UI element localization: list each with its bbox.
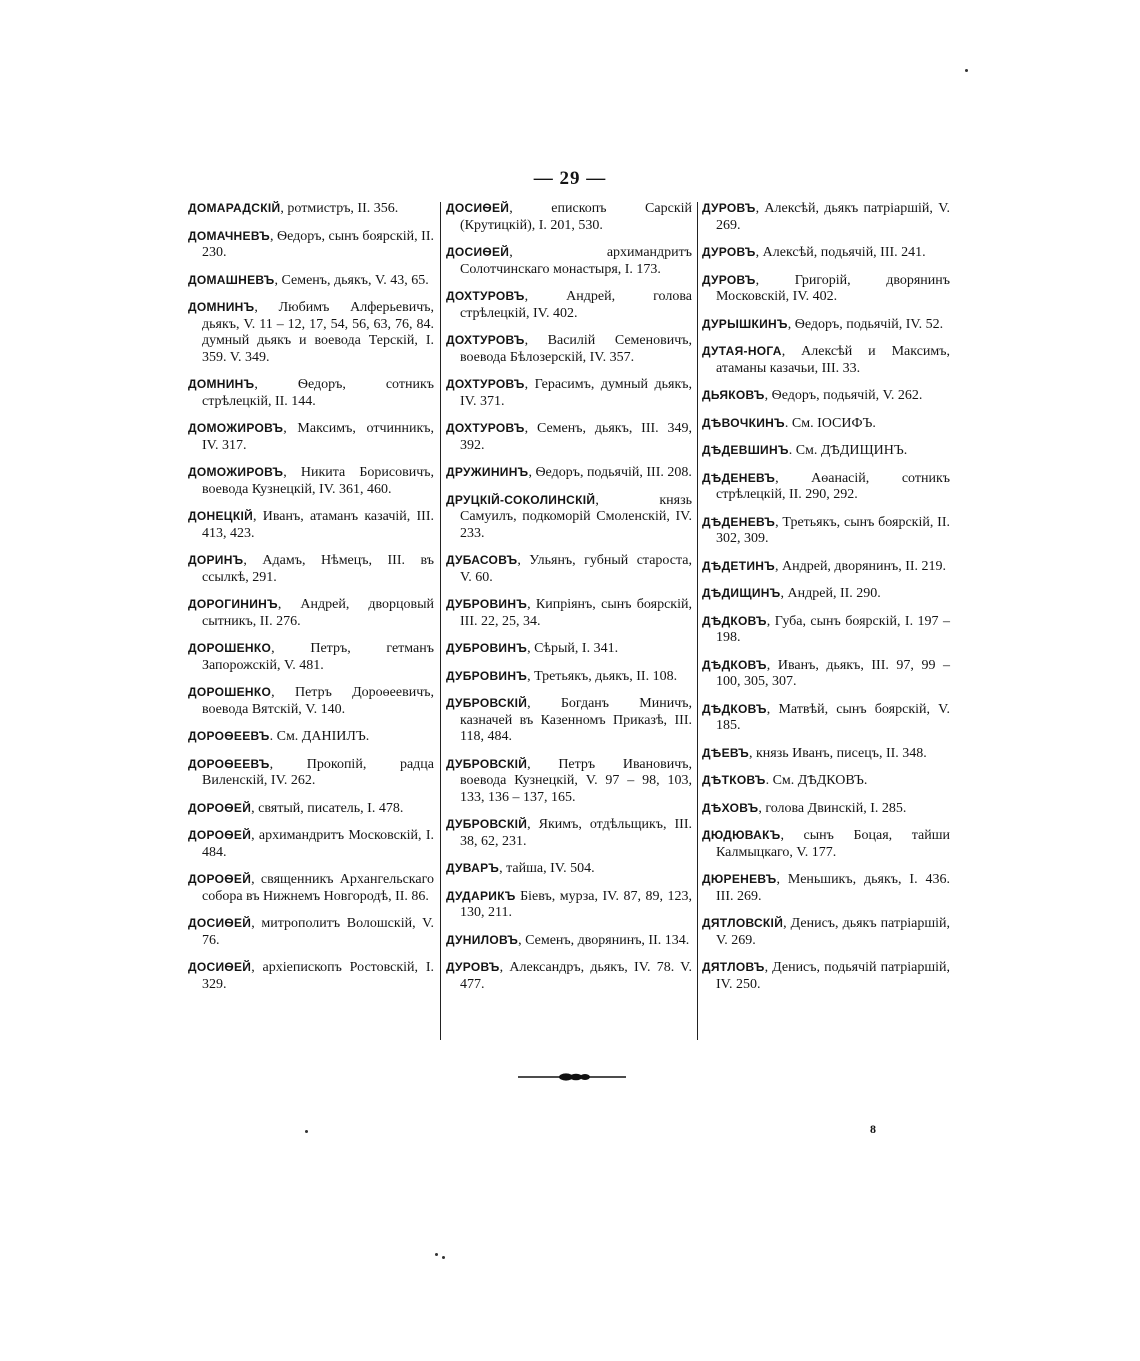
index-entry	[188, 464, 434, 498]
entry-text: , святый, писатель, I. 478.	[251, 800, 404, 816]
entry-headword: ДОРИНЪ	[188, 553, 244, 567]
entry-text: . См. ІОСИФЪ.	[784, 415, 876, 431]
entry-text: , архимандритъ Солотчинскаго монастыря, I. 173.	[460, 245, 692, 277]
index-entry	[702, 316, 950, 334]
entry-text: . См. ДѢДИЩИНЪ.	[788, 443, 908, 458]
entry-headword: ДУНИЛОВЪ	[446, 932, 519, 947]
entry-text: , Меньшикъ, дьякъ, I. 436. III. 269.	[716, 872, 950, 904]
entry-text: , тайша, IV. 504.	[499, 861, 595, 876]
entry-headword: ДѢТКОВЪ	[702, 773, 766, 787]
entry-text: , Петръ Дороѳеевичъ, воевода Вятскій, V. 140.	[202, 685, 434, 717]
index-entry	[446, 695, 692, 746]
entry-text: , Якимъ, отдѣльщикъ, III. 38, 62, 231.	[460, 817, 692, 849]
entry-text: , митрополитъ Волошскій, V. 76.	[202, 916, 434, 948]
index-entry	[702, 701, 950, 735]
entry-headword: ДОРОГИНИНЪ	[188, 597, 278, 611]
index-entry	[446, 668, 692, 686]
index-entry	[702, 827, 950, 861]
entry-text: , Иванъ, дьякъ, III. 97, 99 – 100, 305, 307.	[716, 657, 950, 689]
column-divider	[697, 202, 698, 1040]
entry-text: , Петръ Ивановичъ, воевода Кузнецкій, V. 97 – 98, 103, 133, 136 – 137, 165.	[460, 756, 692, 805]
index-entry	[702, 470, 950, 504]
index-entry	[702, 387, 950, 405]
index-entry	[188, 420, 434, 454]
entry-text: , Андрей, дворянинъ, II. 219.	[775, 558, 947, 574]
index-entry	[446, 816, 692, 850]
index-entry	[188, 272, 434, 290]
entry-headword: ДУРОВЪ	[702, 272, 756, 287]
entry-text: , Третьякъ, дьякъ, II. 108.	[527, 668, 678, 684]
index-entry	[446, 596, 692, 630]
index-entry	[188, 728, 434, 746]
entry-headword: ДОРОѲЕЙ	[188, 828, 252, 842]
entry-text: , Максимъ, отчинникъ, IV. 317.	[202, 421, 434, 453]
entry-headword: ДѢДЕВШИНЪ	[702, 443, 789, 457]
entry-headword: ДУРОВЪ	[702, 201, 756, 215]
entry-text: , Кипріянъ, сынъ боярскій, III. 22, 25, 34.	[460, 597, 692, 629]
entry-headword: ДѢЕВЪ	[702, 745, 749, 760]
entry-headword: ДОРОШЕНКО	[188, 641, 272, 655]
index-entry	[446, 244, 692, 278]
entry-text: , Алексѣй, подьячій, III. 241.	[755, 245, 926, 260]
entry-headword: ДУДАРИКЪ	[446, 888, 516, 903]
index-entry	[188, 640, 434, 674]
index-entry	[446, 492, 692, 543]
entry-text: , Петръ, гетманъ Запорожскій, V. 481.	[202, 641, 434, 673]
entry-text: , Матвѣй, сынъ боярскій, V. 185.	[716, 701, 950, 733]
index-entry	[446, 888, 692, 922]
index-entry	[188, 827, 434, 861]
index-entry	[702, 800, 950, 818]
entry-headword: ДОМАЧНЕВЪ	[188, 228, 270, 243]
entry-text: , епископъ Сарскій (Крутицкій), I. 201, 530.	[460, 201, 692, 233]
index-entry	[188, 228, 434, 262]
entry-headword: ДУБРОВИНЪ	[446, 668, 528, 683]
entry-text: , Третьякъ, сынъ боярскій, II. 302, 309.	[716, 514, 950, 546]
index-entry	[702, 959, 950, 993]
index-entry	[702, 558, 950, 576]
entry-headword: ДРУЖИНИНЪ	[446, 465, 529, 479]
index-entry	[446, 288, 692, 322]
index-entry	[188, 376, 434, 410]
entry-headword: ДѢДКОВЪ	[702, 613, 767, 628]
entry-text: , Никита Борисовичъ, воевода Кузнецкій, IV. 361, 460.	[202, 465, 434, 497]
entry-text: , Александръ, дьякъ, IV. 78. V. 477.	[460, 960, 692, 992]
index-entry	[702, 657, 950, 691]
paper-speck	[965, 69, 968, 72]
entry-headword: ДОРОШЕНКО	[188, 685, 272, 699]
index-entry	[702, 871, 950, 905]
entry-headword: ДѢДЕНЕВЪ	[702, 514, 776, 529]
entry-text: , Семенъ, дьякъ, III. 349, 392.	[460, 421, 692, 453]
index-entry	[188, 915, 434, 949]
paper-speck	[435, 1253, 438, 1256]
entry-headword: ДОМНИНЪ	[188, 300, 255, 314]
index-entry	[446, 756, 692, 807]
index-entry	[188, 871, 434, 905]
entry-text: , Ѳедоръ, подьячій, V. 262.	[764, 388, 923, 403]
entry-headword: ДѢХОВЪ	[702, 800, 759, 815]
entry-text: , Богданъ Миничъ, казначей въ Казенномъ Приказѣ, III. 118, 484.	[460, 696, 692, 744]
entry-text: , Иванъ, атаманъ казачій, III. 413, 423.	[202, 509, 434, 541]
index-entry	[702, 442, 950, 460]
index-entry	[702, 343, 950, 377]
index-entry	[702, 613, 950, 647]
entry-headword: ДѢДИЩИНЪ	[702, 586, 781, 600]
entry-text: , Алексѣй и Максимъ, атаманы казачьи, III. 33.	[716, 344, 950, 376]
entry-text: , Герасимъ, думный дьякъ, IV. 371.	[460, 377, 692, 409]
entry-text: , Прокопій, радца Виленскій, IV. 262.	[202, 756, 434, 788]
entry-text: , Григорій, дворянинъ Московскій, IV. 402.	[716, 272, 950, 304]
index-entry	[702, 514, 950, 548]
paper-speck	[305, 1130, 308, 1133]
entry-headword: ДУБРОВСКІЙ	[446, 756, 528, 771]
entry-headword: ДЯТЛОВСКІЙ	[702, 916, 784, 930]
index-entry	[446, 200, 692, 234]
entry-text: , Семенъ, дьякъ, V. 43, 65.	[274, 272, 429, 288]
entry-text: , Аѳанасій, сотникъ стрѣлецкій, II. 290, 292.	[716, 470, 950, 502]
entry-text: , Семенъ, дворянинъ, II. 134.	[518, 932, 690, 948]
index-entry	[446, 860, 692, 878]
index-column-3	[702, 200, 950, 1003]
entry-headword: ДОРОѲЕЙ	[188, 800, 252, 815]
entry-headword: ДѢВОЧКИНЪ	[702, 415, 785, 430]
signature-mark: 8	[870, 1122, 876, 1136]
page-number: — 29 —	[533, 168, 607, 189]
column-divider	[440, 202, 441, 1040]
entry-text: , Андрей, II. 290.	[780, 586, 881, 601]
index-entry	[188, 800, 434, 818]
entry-text: , Василій Семеновичъ, воевода Бѣлозерскій, IV. 357.	[460, 333, 692, 365]
entry-text: , Андрей, дворцовый сытникъ, II. 276.	[202, 597, 434, 629]
entry-headword: ДОРОѲЕЕВЪ	[188, 756, 270, 771]
entry-text: , Денисъ, дьякъ патріаршій, V. 269.	[716, 916, 950, 948]
entry-headword: ДѢДЕТИНЪ	[702, 558, 775, 573]
entry-text: , Ѳедоръ, подьячій, III. 208.	[528, 465, 692, 480]
entry-headword: ДОМОЖИРОВЪ	[188, 465, 284, 479]
index-entry	[702, 585, 950, 603]
entry-headword: ДУРОВЪ	[446, 960, 500, 974]
paper-speck	[442, 1256, 445, 1259]
entry-headword: ДОМОЖИРОВЪ	[188, 421, 284, 435]
entry-text: , Губа, сынъ боярскій, I. 197 – 198.	[716, 613, 950, 645]
entry-headword: ДУБРОВИНЪ	[446, 597, 528, 611]
entry-text: , священникъ Архангельскаго собора въ Нижнемъ Новгородѣ, II. 86.	[202, 872, 434, 904]
index-column-2	[446, 200, 692, 1003]
index-entry	[188, 299, 434, 366]
entry-headword: ДУБАСОВЪ	[446, 553, 518, 567]
index-entry	[188, 756, 434, 790]
index-entry	[702, 745, 950, 763]
end-ornament	[518, 1071, 626, 1083]
entry-headword: ДОХТУРОВЪ	[446, 377, 525, 391]
entry-text: , Денисъ, подьячій патріаршій, IV. 250.	[716, 960, 950, 992]
index-entry	[446, 552, 692, 586]
entry-text: , князь Самуилъ, подкоморій Смоленскій, IV. 233.	[460, 492, 692, 541]
entry-headword: ДОСИѲЕЙ	[188, 916, 252, 930]
entry-headword: ДОМАРАДСКІЙ	[188, 201, 281, 215]
entry-headword: ДОРОѲЕЙ	[188, 872, 252, 886]
index-entry	[446, 376, 692, 410]
index-entry	[188, 596, 434, 630]
entry-headword: ДУРЫШКИНЪ	[702, 316, 788, 331]
index-entry	[702, 772, 950, 790]
index-entry	[188, 552, 434, 586]
entry-text: , Ульянъ, губный староста, V. 60.	[460, 553, 692, 585]
entry-headword: ДУБРОВСКІЙ	[446, 696, 528, 710]
index-entry	[446, 959, 692, 993]
entry-headword: ДОРОѲЕЕВЪ	[188, 729, 270, 743]
entry-text: , архіепископъ Ростовскій, I. 329.	[202, 960, 434, 992]
entry-headword: ДѢДЕНЕВЪ	[702, 470, 776, 485]
entry-text: , Ѳедоръ, сотникъ стрѣлецкій, II. 144.	[202, 377, 434, 409]
entry-headword: ДЮДЮВАКЪ	[702, 828, 781, 842]
entry-headword: ДОНЕЦКІЙ	[188, 509, 254, 523]
index-entry	[188, 508, 434, 542]
entry-text: . См. ДѢДКОВЪ.	[765, 773, 868, 788]
index-entry	[188, 200, 434, 218]
index-entry	[446, 420, 692, 454]
entry-text: , князь Иванъ, писецъ, II. 348.	[749, 745, 927, 761]
entry-text: , голова Двинскій, I. 285.	[758, 800, 907, 816]
entry-headword: ДОСИѲЕЙ	[188, 960, 252, 974]
entry-headword: ДОХТУРОВЪ	[446, 289, 525, 303]
index-column-1	[188, 200, 434, 1003]
entry-headword: ДОМНИНЪ	[188, 377, 255, 391]
entry-headword: ДУВАРЪ	[446, 861, 500, 875]
entry-headword: ДОХТУРОВЪ	[446, 421, 525, 435]
entry-text: , Андрей, голова стрѣлецкій, IV. 402.	[460, 289, 692, 321]
entry-text: . См. ДАНІИЛЪ.	[269, 729, 370, 744]
entry-text: , архимандритъ Московскій, I. 484.	[202, 828, 434, 860]
entry-text: , Алексѣй, дьякъ патріаршій, V. 269.	[716, 201, 950, 233]
index-entry	[702, 200, 950, 234]
entry-text: , сынъ Боцая, тайши Калмыцкаго, V. 177.	[716, 828, 950, 860]
index-entry	[188, 684, 434, 718]
entry-headword: ДОХТУРОВЪ	[446, 333, 525, 347]
index-entry	[702, 415, 950, 433]
entry-headword: ДЯТЛОВЪ	[702, 960, 765, 974]
entry-headword: ДЮРЕНЕВЪ	[702, 872, 777, 886]
entry-text: , Любимъ Алферьевичъ, дьякъ, V. 11 – 12, 17, 54, 56, 63, 76, 84. думный дьякъ и воевода Терскій, I. 359. V. 349.	[202, 300, 434, 365]
entry-headword: ДУТАЯ-НОГА	[702, 344, 782, 358]
index-entry	[702, 272, 950, 306]
entry-headword: ДОСИѲЕЙ	[446, 245, 510, 259]
entry-headword: ДУРОВЪ	[702, 245, 756, 259]
index-entry	[446, 640, 692, 658]
index-entry	[446, 332, 692, 366]
entry-text: , Адамъ, Нѣмецъ, III. въ ссылкѣ, 291.	[202, 553, 434, 585]
entry-text: , Ѳедоръ, подьячій, IV. 52.	[787, 316, 944, 332]
entry-text: , Ѳедоръ, сынъ боярскій, II. 230.	[202, 228, 434, 260]
index-entry	[446, 464, 692, 482]
entry-headword: ДѢДКОВЪ	[702, 701, 767, 716]
entry-text: , Сѣрый, I. 341.	[527, 641, 619, 656]
index-entry	[188, 959, 434, 993]
entry-headword: ДОМАШНЕВЪ	[188, 272, 275, 287]
entry-headword: ДУБРОВСКІЙ	[446, 817, 528, 831]
entry-text: Біевъ, мурза, IV. 87, 89, 123, 130, 211.	[460, 888, 692, 920]
entry-headword: ДѢДКОВЪ	[702, 657, 767, 672]
entry-headword: ДУБРОВИНЪ	[446, 641, 528, 655]
entry-headword: ДЬЯКОВЪ	[702, 388, 765, 402]
entry-headword: ДОСИѲЕЙ	[446, 201, 510, 215]
entry-headword: ДРУЦКІЙ-СОКОЛИНСКІЙ	[446, 492, 596, 507]
index-entry	[702, 244, 950, 262]
index-entry	[446, 932, 692, 950]
index-entry	[702, 915, 950, 949]
entry-text: , ротмистръ, II. 356.	[280, 201, 399, 216]
